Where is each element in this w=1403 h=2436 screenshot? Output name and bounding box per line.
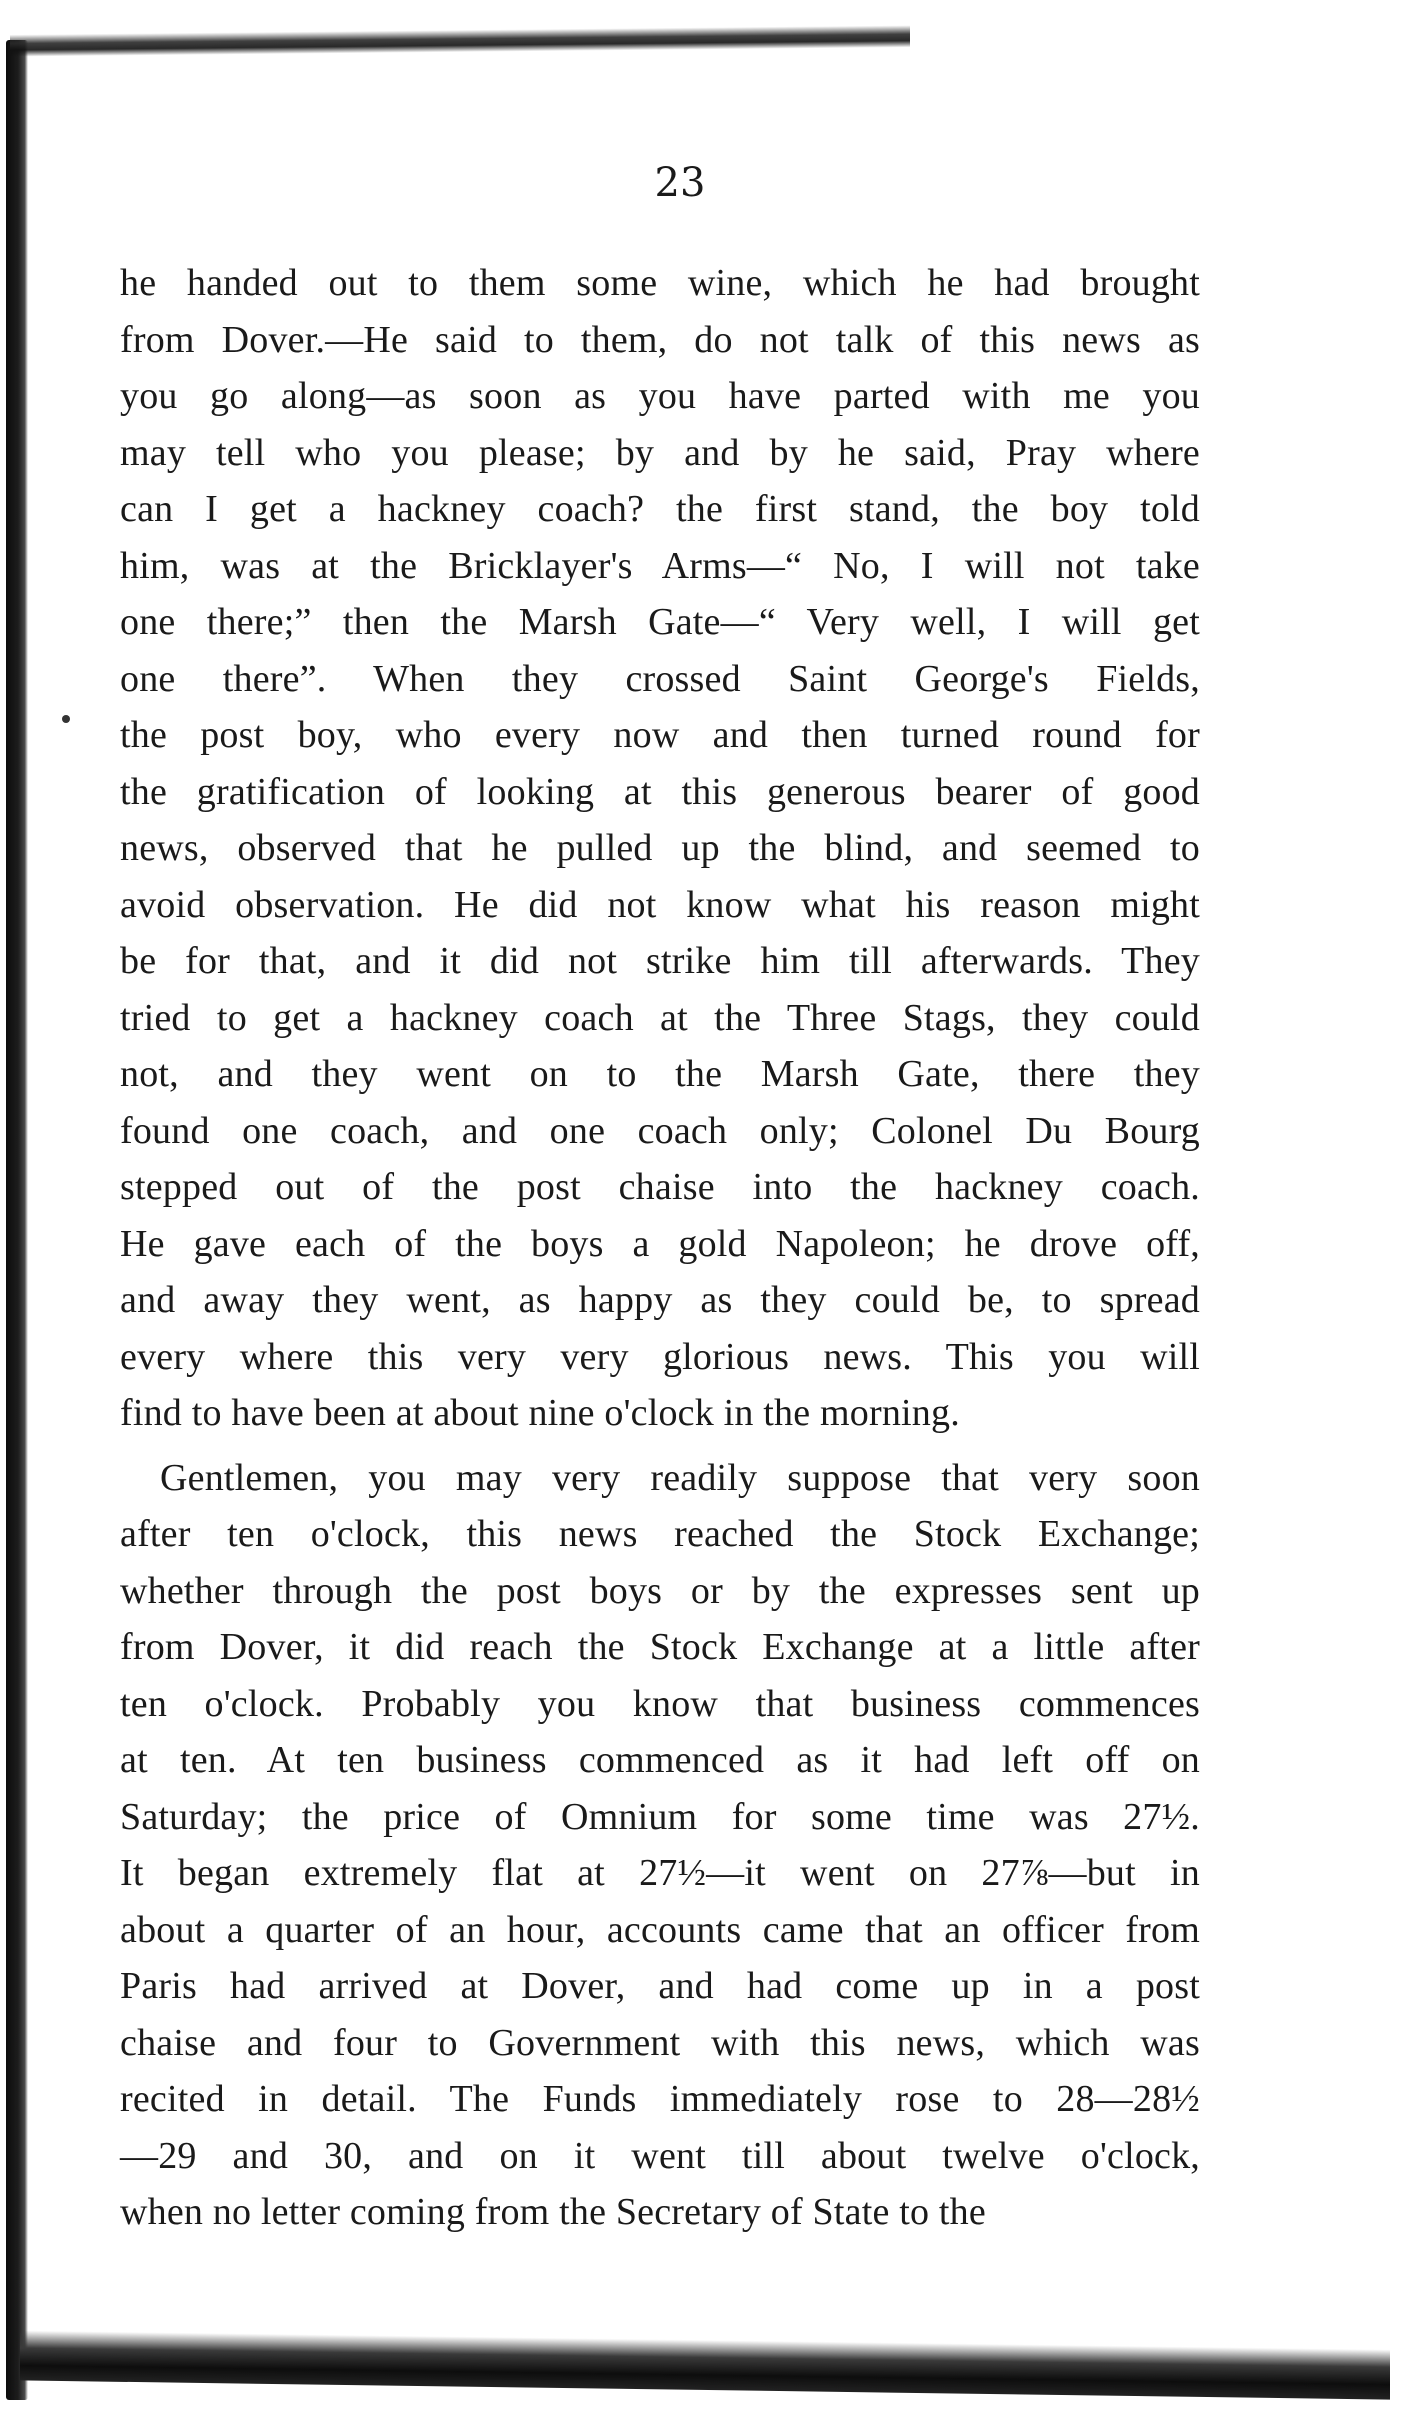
text-line: recited in detail. The Funds immediately rose to 28—28½ [120, 2078, 1200, 2120]
text-line: news, observed that he pulled up the blind, and seemed to [120, 827, 1200, 869]
text-line: every where this very very glorious news. This you will [120, 1335, 1200, 1378]
text-line: and away they went, as happy as they could be, to spread [120, 1279, 1200, 1321]
text-line: be for that, and it did not strike him till afterwards. They [120, 940, 1200, 982]
text-line: It began extremely flat at 27½—it went on 27⅞—but in [120, 1852, 1200, 1894]
text-line: ten o'clock. Probably you know that business commences [120, 1682, 1200, 1725]
text-line: when no letter coming from the Secretary of State to the [120, 2191, 986, 2233]
page-number: 23 [654, 160, 706, 206]
text-line: chaise and four to Government with this news, which was [120, 2021, 1200, 2064]
text-line: Saturday; the price of Omnium for some time was 27½. [120, 1795, 1200, 1838]
text-line: from Dover.—He said to them, do not talk of this news as [120, 318, 1200, 361]
text-line: not, and they went on to the Marsh Gate, there they [120, 1053, 1200, 1095]
text-line: the gratification of looking at this generous bearer of good [120, 770, 1200, 813]
text-line: —29 and 30, and on it went till about twelve o'clock, [120, 2134, 1200, 2177]
text-line: tried to get a hackney coach at the Three Stags, they could [120, 996, 1200, 1039]
text-line: he handed out to them some wine, which he had brought [120, 262, 1200, 304]
text-line: you go along—as soon as you have parted with me you [120, 375, 1200, 417]
page-edge-shadow-top [10, 25, 910, 56]
text-line: after ten o'clock, this news reached the Stock Exchange; [120, 1513, 1200, 1555]
page-edge-shadow-bottom [20, 2330, 1390, 2399]
text-line: may tell who you please; by and by he said, Pray where [120, 431, 1200, 474]
text-line: at ten. At ten business commenced as it had left off on [120, 1739, 1200, 1781]
text-line: find to have been at about nine o'clock in the morning. [120, 1392, 960, 1434]
text-line: from Dover, it did reach the Stock Exchange at a little after [120, 1626, 1200, 1668]
text-line: one there”. When they crossed Saint George's Fields, [120, 657, 1200, 700]
text-line: Gentlemen, you may very readily suppose that very soon [160, 1456, 1200, 1499]
text-line: He gave each of the boys a gold Napoleon; he drove off, [120, 1222, 1200, 1265]
margin-ink-speck [62, 715, 70, 723]
text-line: found one coach, and one coach only; Colonel Du Bourg [120, 1109, 1200, 1152]
text-line: the post boy, who every now and then turned round for [120, 714, 1200, 756]
text-line: can I get a hackney coach? the first stand, the boy told [120, 488, 1200, 530]
page-binding-shadow-left [6, 40, 28, 2400]
text-line: him, was at the Bricklayer's Arms—“ No, I will not take [120, 544, 1200, 587]
text-line: Paris had arrived at Dover, and had come up in a post [120, 1965, 1200, 2007]
body-text [120, 255, 1200, 2241]
text-line: whether through the post boys or by the expresses sent up [120, 1569, 1200, 1612]
text-line: one there;” then the Marsh Gate—“ Very well, I will get [120, 601, 1200, 643]
text-line: about a quarter of an hour, accounts came that an officer from [120, 1908, 1200, 1951]
text-line: avoid observation. He did not know what his reason might [120, 883, 1200, 926]
text-line: stepped out of the post chaise into the hackney coach. [120, 1166, 1200, 1208]
paragraph-gap [120, 1442, 1200, 1450]
